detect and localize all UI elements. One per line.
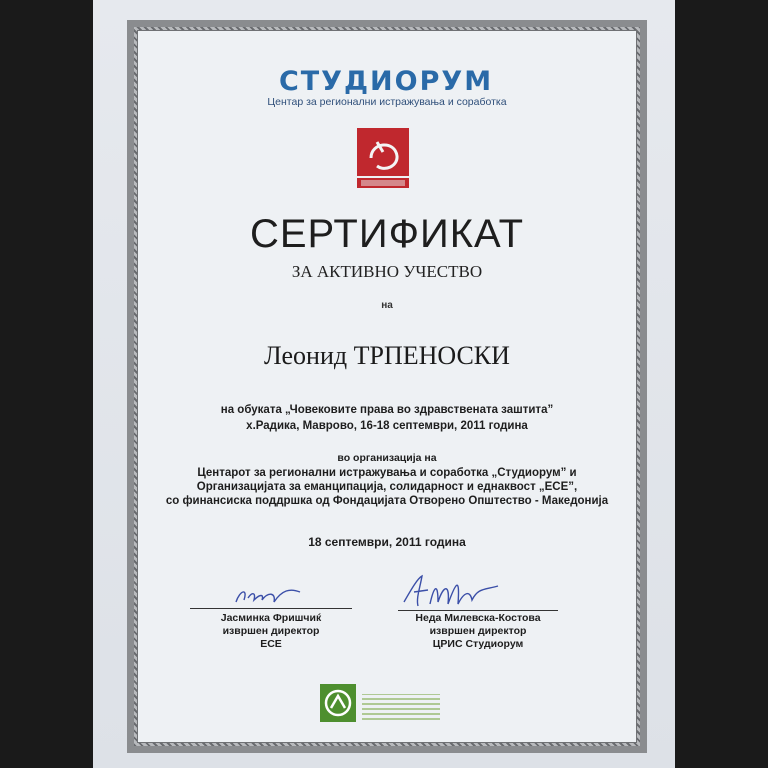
certificate-subtitle: ЗА АКТИВНО УЧЕСТВО [291, 262, 483, 281]
signer-1-role: извршен директор [222, 625, 320, 637]
organizer-line-2: Организацијата за еманципација, солидарност и еднаквост „ЕСЕ”, [196, 481, 578, 493]
signature-2 [398, 568, 508, 612]
signature-line-1 [190, 608, 352, 609]
signature-line-2 [398, 610, 558, 611]
organized-by: во организација на [337, 452, 437, 464]
signer-2-org: ЦРИС Студиорум [432, 638, 524, 650]
issue-date: 18 септември, 2011 година [308, 535, 466, 549]
signer-2-name: Неда Милевска-Костова [415, 612, 541, 624]
certificate-title: СЕРТИФИКАТ [249, 212, 525, 256]
signature-1 [230, 582, 320, 610]
location-line: х.Радика, Маврово, 16-18 септември, 2011 година [246, 420, 528, 432]
signer-1-name: Јасминка Фришчиќ [220, 612, 322, 624]
studiorum-subtitle: Центар за регионални истражувања и соработка [267, 96, 507, 108]
ese-logo [357, 128, 409, 188]
training-line: на обуката „Човековите права во здравствената заштита” [220, 404, 554, 416]
open-society-logo [320, 684, 356, 722]
organizer-line-3: со финансиска поддршка од Фондацијата Отворено Општество - Македонија [165, 495, 609, 507]
studiorum-logo: СТУДИОРУМ [278, 66, 494, 97]
signer-1-org: ЕСЕ [260, 638, 282, 650]
organizer-line-1: Центарот за регионални истражувања и соработка „Студиорум” и [197, 467, 577, 479]
open-society-wordmark [362, 694, 440, 720]
recipient-name: Леонид ТРПЕНОСКИ [264, 341, 510, 370]
signer-2-role: извршен директор [429, 625, 527, 637]
preposition-na: на [381, 300, 393, 311]
